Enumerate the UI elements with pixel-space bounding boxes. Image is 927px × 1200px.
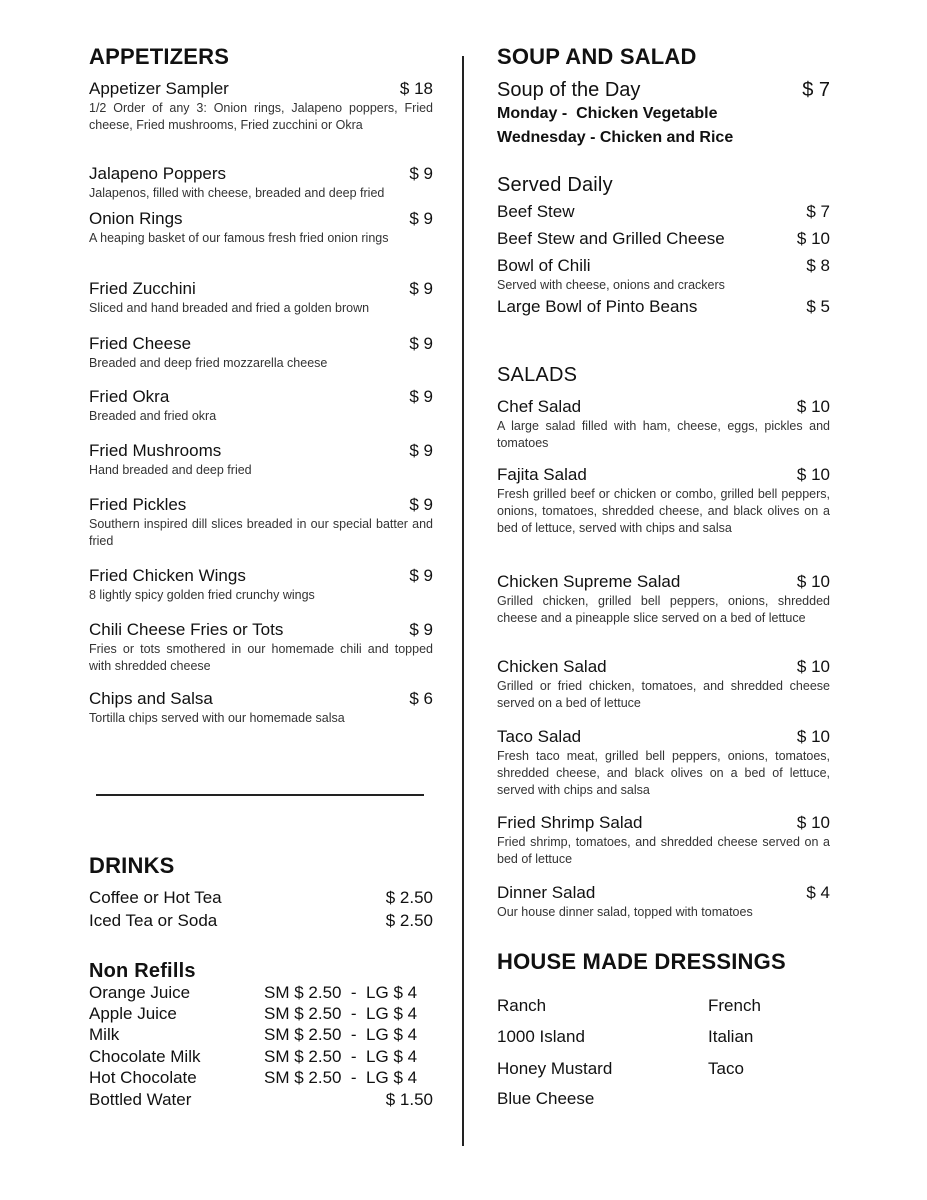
item-description: Jalapenos, filled with cheese, breaded and deep fried <box>89 186 385 200</box>
menu-item <box>89 79 433 134</box>
menu-item <box>497 465 830 537</box>
served-daily-heading: Served Daily <box>497 174 613 196</box>
item-price: $ 10 <box>796 657 830 676</box>
item-name: Fried Pickles <box>89 495 187 514</box>
item-price: $ 9 <box>409 620 433 639</box>
menu-item <box>497 813 830 868</box>
drink-row <box>89 1090 433 1110</box>
item-description: Tortilla chips served with our homemade salsa <box>89 711 345 725</box>
item-price: $ 7 <box>806 202 830 221</box>
item-name: Soup of the Day <box>497 79 641 101</box>
item-description: Sliced and hand breaded and fried a golden brown <box>89 301 370 315</box>
menu-item <box>497 883 830 921</box>
drink-size-price: SM $ 2.50 - LG $ 4 <box>264 1047 418 1066</box>
menu-item <box>89 387 433 425</box>
dressing-item: Honey Mustard <box>497 1059 613 1078</box>
menu-item <box>89 620 433 675</box>
item-name: Fried Zucchini <box>89 279 196 298</box>
appetizers-heading: APPETIZERS <box>89 44 230 69</box>
drink-name: Milk <box>89 1025 120 1044</box>
menu-item <box>497 727 830 799</box>
item-price: $ 4 <box>806 883 830 902</box>
dressing-item: Ranch <box>497 996 547 1015</box>
soup-salad-heading: SOUP AND SALAD <box>497 44 697 69</box>
menu-item <box>497 256 830 294</box>
item-description: A large salad filled with ham, cheese, eggs, pickles and tomatoes <box>497 419 830 450</box>
menu-item <box>89 334 433 372</box>
salads-heading: SALADS <box>497 364 578 386</box>
drink-price: $ 2.50 <box>385 888 433 907</box>
item-price: $ 9 <box>409 387 433 406</box>
item-description: Grilled chicken, grilled bell peppers, onions, shredded cheese and a pineapple slice served on a bed of lettuce <box>497 594 830 625</box>
item-price: $ 10 <box>796 727 830 746</box>
item-name: Appetizer Sampler <box>89 79 229 98</box>
drink-price: $ 2.50 <box>385 911 433 930</box>
drink-size-price: SM $ 2.50 - LG $ 4 <box>264 1004 418 1023</box>
dressing-item: French <box>708 996 761 1015</box>
item-price: $ 7 <box>802 79 830 101</box>
item-name: Dinner Salad <box>497 883 596 902</box>
drink-name: Orange Juice <box>89 983 191 1002</box>
item-price: $ 5 <box>806 297 830 316</box>
item-description: 8 lightly spicy golden fried crunchy wings <box>89 588 315 602</box>
drink-name: Apple Juice <box>89 1004 177 1023</box>
menu-item <box>497 657 830 712</box>
item-description: Breaded and deep fried mozzarella cheese <box>89 356 328 370</box>
item-price: $ 9 <box>409 279 433 298</box>
menu-item <box>89 689 433 727</box>
menu-item <box>89 495 433 550</box>
item-price: $ 18 <box>399 79 433 98</box>
menu-item <box>497 202 830 222</box>
item-name: Fajita Salad <box>497 465 587 484</box>
menu-item <box>497 572 830 627</box>
menu-item <box>89 209 433 247</box>
item-name: Fried Shrimp Salad <box>497 813 643 832</box>
dressings-heading: HOUSE MADE DRESSINGS <box>497 949 786 974</box>
menu-item <box>497 397 830 452</box>
item-name: Beef Stew <box>497 202 575 221</box>
item-name: Beef Stew and Grilled Cheese <box>497 229 725 248</box>
item-price: $ 9 <box>409 495 433 514</box>
drink-row <box>89 1047 433 1067</box>
item-price: $ 10 <box>796 465 830 484</box>
item-name: Fried Okra <box>89 387 170 406</box>
item-name: Large Bowl of Pinto Beans <box>497 297 698 316</box>
item-description: Served with cheese, onions and crackers <box>497 278 725 292</box>
item-name: Jalapeno Poppers <box>89 164 227 183</box>
drink-name: Coffee or Hot Tea <box>89 888 222 907</box>
non-refills-heading: Non Refills <box>89 960 196 982</box>
item-description: Fresh taco meat, grilled bell peppers, onions, tomatoes, shredded cheese, and black olives on a bed of lettuce, served with chips and salsa <box>497 749 830 797</box>
menu-item <box>89 441 433 479</box>
drink-name: Bottled Water <box>89 1090 192 1109</box>
drink-size-price: SM $ 2.50 - LG $ 4 <box>264 1025 418 1044</box>
item-name: Fried Mushrooms <box>89 441 222 460</box>
item-price: $ 10 <box>796 813 830 832</box>
item-price: $ 10 <box>796 229 830 248</box>
drink-row <box>89 1004 433 1024</box>
item-name: Onion Rings <box>89 209 183 228</box>
item-name: Bowl of Chili <box>497 256 591 275</box>
dressing-item: 1000 Island <box>497 1027 585 1046</box>
menu-item <box>89 279 433 317</box>
drinks-heading: DRINKS <box>89 853 175 878</box>
item-description: A heaping basket of our famous fresh fried onion rings <box>89 231 389 245</box>
drink-name: Hot Chocolate <box>89 1068 197 1087</box>
section-divider-line <box>96 794 424 796</box>
drink-size-price: SM $ 2.50 - LG $ 4 <box>264 983 418 1002</box>
menu-item <box>89 164 433 202</box>
menu-item <box>89 566 433 604</box>
item-description: Our house dinner salad, topped with tomatoes <box>497 905 753 919</box>
menu-item <box>497 229 830 249</box>
item-name: Chicken Salad <box>497 657 607 676</box>
item-description: 1/2 Order of any 3: Onion rings, Jalapeno poppers, Fried cheese, Fried mushrooms, Fried zucchini or Okra <box>89 101 433 132</box>
item-description: Fresh grilled beef or chicken or combo, grilled bell peppers, onions, tomatoes, shredded cheese, and black olives on a bed of lettuce, served with chips and salsa <box>497 487 830 535</box>
item-description: Southern inspired dill slices breaded in our special batter and fried <box>89 517 433 548</box>
drink-row <box>89 1025 433 1045</box>
column-divider <box>462 56 464 1146</box>
dressing-item: Italian <box>708 1027 754 1046</box>
menu-item <box>497 297 830 317</box>
item-price: $ 10 <box>796 572 830 591</box>
item-price: $ 9 <box>409 566 433 585</box>
item-price: $ 9 <box>409 164 433 183</box>
item-name: Taco Salad <box>497 727 582 746</box>
dressing-item: Taco <box>708 1059 744 1078</box>
item-description: Hand breaded and deep fried <box>89 463 252 477</box>
item-description: Fries or tots smothered in our homemade chili and topped with shredded cheese <box>89 642 433 673</box>
drink-name: Iced Tea or Soda <box>89 911 218 930</box>
drink-row <box>89 1068 433 1088</box>
item-price: $ 9 <box>409 334 433 353</box>
dressing-item: Blue Cheese <box>497 1089 595 1108</box>
drink-row <box>89 983 433 1003</box>
drink-name: Chocolate Milk <box>89 1047 201 1066</box>
item-name: Chef Salad <box>497 397 582 416</box>
item-name: Chili Cheese Fries or Tots <box>89 620 284 639</box>
item-name: Fried Cheese <box>89 334 192 353</box>
soup-schedule-line: Monday - Chicken Vegetable <box>497 105 718 122</box>
drink-row <box>89 888 433 908</box>
item-price: $ 9 <box>409 441 433 460</box>
item-price: $ 9 <box>409 209 433 228</box>
soup-of-day <box>497 79 830 150</box>
item-name: Fried Chicken Wings <box>89 566 246 585</box>
item-name: Chicken Supreme Salad <box>497 572 681 591</box>
drink-price: $ 1.50 <box>385 1090 433 1109</box>
item-price: $ 6 <box>409 689 433 708</box>
item-price: $ 10 <box>796 397 830 416</box>
item-description: Fried shrimp, tomatoes, and shredded cheese served on a bed of lettuce <box>497 835 830 866</box>
soup-schedule-line: Wednesday - Chicken and Rice <box>497 129 734 146</box>
drink-row <box>89 911 433 931</box>
item-description: Grilled or fried chicken, tomatoes, and shredded cheese served on a bed of lettuce <box>497 679 830 710</box>
item-description: Breaded and fried okra <box>89 409 217 423</box>
item-price: $ 8 <box>806 256 830 275</box>
item-name: Chips and Salsa <box>89 689 213 708</box>
drink-size-price: SM $ 2.50 - LG $ 4 <box>264 1068 418 1087</box>
